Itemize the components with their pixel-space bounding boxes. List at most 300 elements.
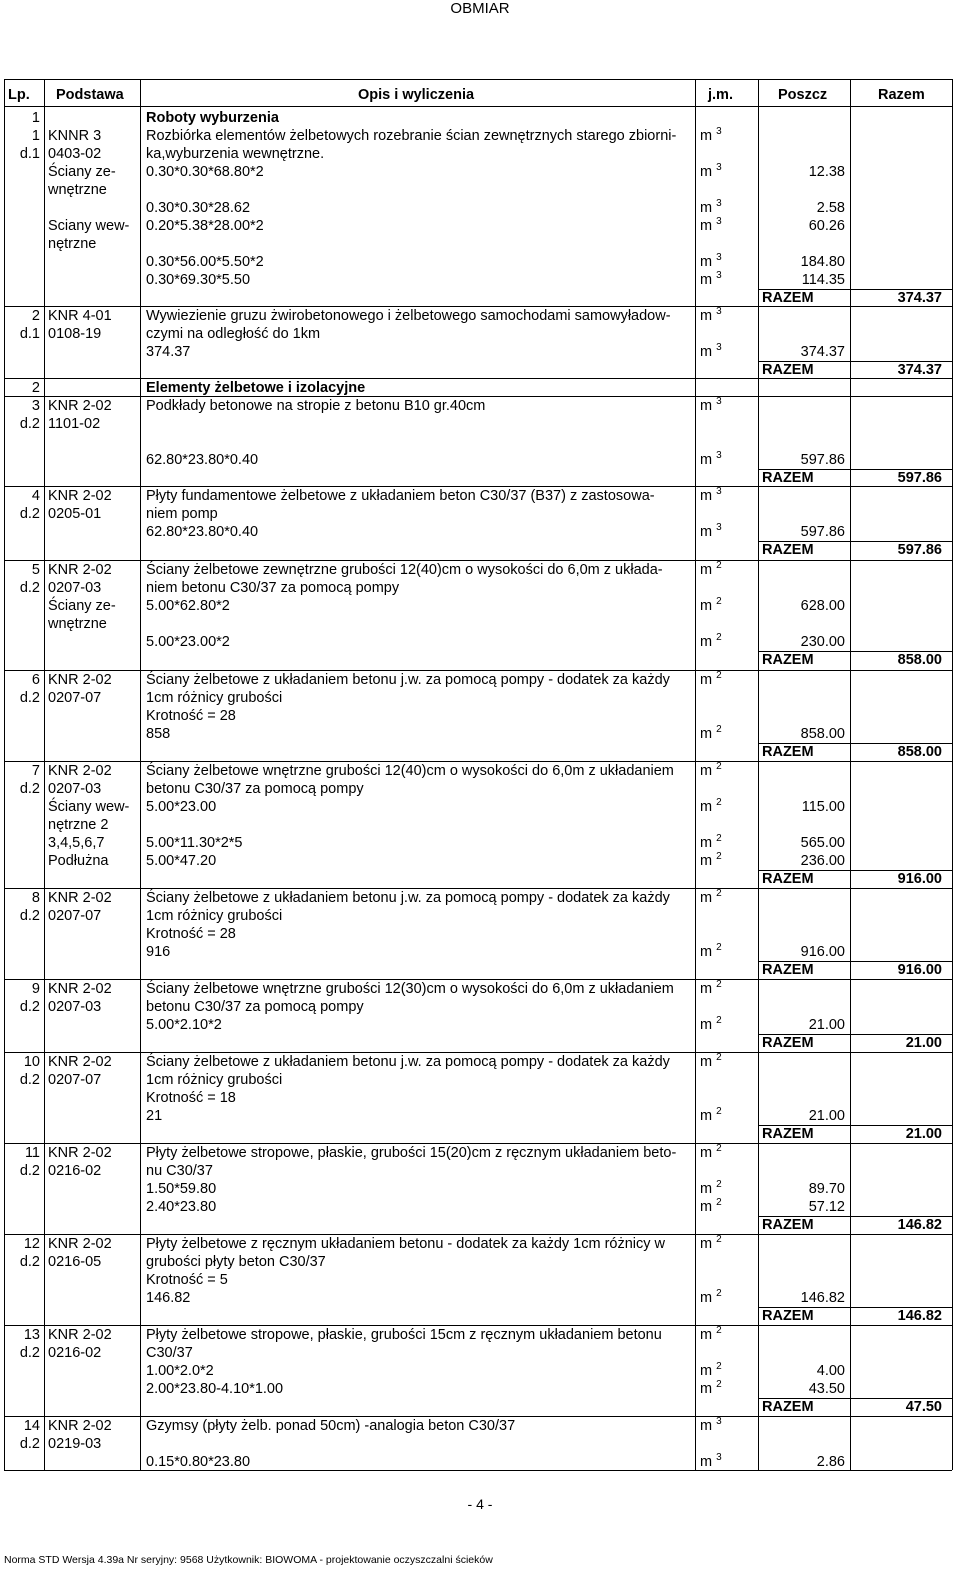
unit-exponent: 2: [716, 979, 722, 990]
unit-exponent: 2: [716, 1143, 722, 1154]
unit: [700, 763, 722, 780]
row-basis: 0207-03: [48, 580, 102, 596]
section-heading: Elementy żelbetowe i izolacyjne: [146, 380, 366, 396]
software-footer: Norma STD Wersja 4.39a Nr seryjny: 9568 Użytkownik: BIOWOMA - projektowanie oczyszczalni ścieków: [4, 1554, 493, 1566]
row-description: 1.00*2.0*2: [146, 1363, 214, 1379]
row-lp: 5: [31, 562, 40, 578]
unit: [700, 1017, 722, 1034]
row-description: Ściany żelbetowe z układaniem betonu j.w. za pomocą pompy - dodatek za każdy: [146, 1054, 670, 1070]
razem-value: 597.86: [897, 542, 942, 558]
unit-base: m: [700, 164, 713, 180]
row-basis: KNR 2-02: [48, 398, 112, 414]
column-line-left: [4, 79, 5, 1470]
unit: [700, 164, 722, 181]
row-description: 2.40*23.80: [146, 1199, 217, 1215]
unit-exponent: 2: [716, 1106, 722, 1117]
razem-rule: [758, 870, 952, 871]
row-description: 0.30*69.30*5.50: [146, 272, 251, 288]
row-basis: wnętrzne: [48, 616, 107, 632]
row-poszcz: 60.26: [808, 218, 845, 234]
row-description: Ściany żelbetowe z układaniem betonu j.w. za pomocą pompy - dodatek za każdy: [146, 672, 670, 688]
razem-rule: [758, 469, 952, 470]
row-poszcz: 374.37: [800, 344, 845, 360]
row-description: Krotność = 18: [146, 1090, 236, 1106]
row-description: 5.00*62.80*2: [146, 598, 230, 614]
unit-exponent: 3: [716, 270, 722, 281]
row-lp: d.2: [19, 690, 40, 706]
unit: [700, 524, 722, 541]
unit: [700, 1418, 722, 1435]
row-separator: [4, 378, 952, 379]
row-description: C30/37: [146, 1345, 193, 1361]
row-description: Płyty żelbetowe stropowe, płaskie, grubości 15cm z ręcznym układaniem betonu: [146, 1327, 662, 1343]
row-separator: [4, 761, 952, 762]
unit: [700, 1381, 722, 1398]
row-poszcz: 858.00: [800, 726, 845, 742]
unit: [700, 1454, 722, 1471]
unit-exponent: 3: [716, 396, 722, 407]
row-poszcz: 597.86: [800, 524, 845, 540]
row-lp: 1: [31, 110, 40, 126]
row-basis: 0207-03: [48, 781, 102, 797]
unit-exponent: 2: [716, 761, 722, 772]
unit-exponent: 2: [716, 1288, 722, 1299]
unit-base: m: [700, 981, 713, 997]
row-lp: d.2: [19, 781, 40, 797]
row-basis: KNR 4-01: [48, 308, 112, 324]
row-poszcz: 21.00: [808, 1017, 845, 1033]
unit-exponent: 2: [716, 797, 722, 808]
unit-exponent: 3: [716, 126, 722, 137]
unit: [700, 200, 722, 217]
row-lp: d.1: [19, 146, 40, 162]
header-podstawa: Podstawa: [56, 87, 124, 103]
row-description: 2.00*23.80-4.10*1.00: [146, 1381, 284, 1397]
column-line-podstawa: [140, 79, 141, 1470]
row-lp: 14: [23, 1418, 40, 1434]
unit: [700, 672, 722, 689]
row-basis: 0207-07: [48, 690, 102, 706]
razem-rule: [758, 1307, 952, 1308]
unit-base: m: [700, 1290, 713, 1306]
unit: [700, 890, 722, 907]
row-poszcz: 2.58: [816, 200, 845, 216]
unit: [700, 1181, 722, 1198]
row-poszcz: 628.00: [800, 598, 845, 614]
row-poszcz: 597.86: [800, 452, 845, 468]
unit-exponent: 2: [716, 1234, 722, 1245]
row-description: 5.00*2.10*2: [146, 1017, 222, 1033]
row-description: 5.00*23.00: [146, 799, 217, 815]
row-description: niem pomp: [146, 506, 218, 522]
unit-exponent: 3: [716, 1416, 722, 1427]
page-title: OBMIAR: [450, 0, 510, 17]
razem-value: 21.00: [905, 1126, 942, 1142]
unit: [700, 799, 722, 816]
unit: [700, 218, 722, 235]
unit: [700, 1327, 722, 1344]
row-basis: KNR 2-02: [48, 981, 112, 997]
row-lp: 6: [31, 672, 40, 688]
unit-exponent: 3: [716, 450, 722, 461]
row-poszcz: 236.00: [800, 853, 845, 869]
razem-label: RAZEM: [762, 1399, 814, 1415]
unit-exponent: 3: [716, 342, 722, 353]
unit: [700, 1236, 722, 1253]
razem-rule: [758, 541, 952, 542]
row-lp: d.2: [19, 1163, 40, 1179]
unit-base: m: [700, 1363, 713, 1379]
column-line-lp: [44, 79, 45, 1470]
row-basis: 3,4,5,6,7: [48, 835, 105, 851]
row-basis: 0207-07: [48, 1072, 102, 1088]
unit-base: m: [700, 1017, 713, 1033]
row-basis: 0207-03: [48, 999, 102, 1015]
row-poszcz: 43.50: [808, 1381, 845, 1397]
row-description: 62.80*23.80*0.40: [146, 524, 259, 540]
unit-base: m: [700, 1181, 713, 1197]
column-line-poszcz: [850, 79, 851, 1470]
razem-label: RAZEM: [762, 1308, 814, 1324]
row-poszcz: 114.35: [801, 272, 845, 288]
row-basis: KNR 2-02: [48, 763, 112, 779]
unit: [700, 452, 722, 469]
unit-base: m: [700, 1418, 713, 1434]
section-heading: Roboty wyburzenia: [146, 110, 279, 126]
razem-rule: [758, 1034, 952, 1035]
row-description: 62.80*23.80*0.40: [146, 452, 259, 468]
row-poszcz: 184.80: [800, 254, 845, 270]
row-basis: wnętrzne: [48, 182, 107, 198]
unit-exponent: 3: [716, 306, 722, 317]
row-lp: d.2: [19, 908, 40, 924]
row-separator: [4, 1416, 952, 1417]
row-poszcz: 146.82: [800, 1290, 845, 1306]
unit: [700, 1054, 722, 1071]
row-basis: 0205-01: [48, 506, 102, 522]
unit-base: m: [700, 1327, 713, 1343]
row-poszcz: 89.70: [808, 1181, 845, 1197]
row-poszcz: 21.00: [808, 1108, 845, 1124]
row-poszcz: 916.00: [800, 944, 845, 960]
razem-rule: [758, 961, 952, 962]
unit-base: m: [700, 272, 713, 288]
razem-value: 374.37: [897, 362, 942, 378]
row-lp: d.2: [19, 580, 40, 596]
unit: [700, 344, 722, 361]
row-description: nu C30/37: [146, 1163, 213, 1179]
unit-exponent: 3: [716, 1452, 722, 1463]
unit-base: m: [700, 672, 713, 688]
unit-exponent: 2: [716, 632, 722, 643]
row-poszcz: 2.86: [816, 1454, 845, 1470]
row-basis: 0219-03: [48, 1436, 102, 1452]
row-separator: [4, 979, 952, 980]
unit-base: m: [700, 835, 713, 851]
row-separator: [4, 1325, 952, 1326]
row-separator: [4, 486, 952, 487]
row-basis: KNR 2-02: [48, 672, 112, 688]
header-bottom-border: [4, 106, 952, 107]
unit-base: m: [700, 562, 713, 578]
row-poszcz: 230.00: [800, 634, 845, 650]
razem-label: RAZEM: [762, 542, 814, 558]
row-description: 21: [146, 1108, 163, 1124]
razem-label: RAZEM: [762, 290, 814, 306]
row-separator: [4, 888, 952, 889]
razem-value: 858.00: [897, 744, 942, 760]
unit-base: m: [700, 218, 713, 234]
row-description: 916: [146, 944, 171, 960]
row-description: Krotność = 28: [146, 708, 236, 724]
row-basis: KNR 2-02: [48, 1327, 112, 1343]
row-lp: 10: [23, 1054, 40, 1070]
razem-value: 146.82: [897, 1217, 942, 1233]
table-top-border: [4, 79, 952, 80]
row-separator: [4, 306, 952, 307]
unit-base: m: [700, 1236, 713, 1252]
razem-rule: [758, 1216, 952, 1217]
razem-value: 47.50: [905, 1399, 942, 1415]
header-poszcz: Poszcz: [778, 87, 828, 103]
unit-exponent: 2: [716, 1325, 722, 1336]
row-lp: 2: [31, 380, 40, 396]
unit-exponent: 2: [716, 1015, 722, 1026]
row-description: Krotność = 5: [146, 1272, 228, 1288]
row-description: 0.30*0.30*28.62: [146, 200, 251, 216]
unit-exponent: 3: [716, 522, 722, 533]
unit-base: m: [700, 944, 713, 960]
unit-exponent: 2: [716, 1052, 722, 1063]
razem-label: RAZEM: [762, 871, 814, 887]
row-lp: d.2: [19, 1072, 40, 1088]
page-number: - 4 -: [467, 1496, 493, 1512]
unit-base: m: [700, 799, 713, 815]
row-description: Wywiezienie gruzu żwirobetonowego i żelbetowego samochodami samowyładow-: [146, 308, 671, 324]
razem-label: RAZEM: [762, 744, 814, 760]
row-description: Gzymsy (płyty żelb. ponad 50cm) -analogia beton C30/37: [146, 1418, 516, 1434]
unit-base: m: [700, 763, 713, 779]
unit: [700, 398, 722, 415]
row-description: betonu C30/37 za pomocą pompy: [146, 999, 364, 1015]
row-description: Płyty żelbetowe z ręcznym układaniem betonu - dodatek za każdy 1cm różnicy w: [146, 1236, 666, 1252]
razem-label: RAZEM: [762, 1035, 814, 1051]
row-poszcz: 115.00: [801, 799, 845, 815]
row-description: 0.15*0.80*23.80: [146, 1454, 251, 1470]
row-basis: 0207-07: [48, 908, 102, 924]
row-basis: nętrzne 2: [48, 817, 109, 833]
row-description: czymi na odległość do 1km: [146, 326, 321, 342]
row-description: 858: [146, 726, 171, 742]
row-basis: Podłużna: [48, 853, 109, 869]
row-description: 5.00*47.20: [146, 853, 217, 869]
row-basis: KNR 2-02: [48, 1145, 112, 1161]
unit: [700, 1363, 722, 1380]
unit-exponent: 2: [716, 1179, 722, 1190]
row-basis: 1101-02: [48, 416, 101, 432]
row-poszcz: 565.00: [800, 835, 845, 851]
row-lp: 9: [31, 981, 40, 997]
row-description: grubości płyty beton C30/37: [146, 1254, 326, 1270]
unit-exponent: 2: [716, 560, 722, 571]
razem-label: RAZEM: [762, 652, 814, 668]
unit-base: m: [700, 726, 713, 742]
unit: [700, 308, 722, 325]
row-basis: KNR 2-02: [48, 562, 112, 578]
unit-base: m: [700, 1381, 713, 1397]
row-description: 1cm różnicy grubości: [146, 690, 283, 706]
row-lp: d.2: [19, 1254, 40, 1270]
row-lp: d.1: [19, 326, 40, 342]
razem-rule: [758, 1125, 952, 1126]
unit: [700, 1199, 722, 1216]
unit: [700, 853, 722, 870]
row-lp: d.2: [19, 416, 40, 432]
unit-base: m: [700, 1454, 713, 1470]
razem-rule: [758, 289, 952, 290]
unit-base: m: [700, 398, 713, 414]
unit-base: m: [700, 524, 713, 540]
razem-label: RAZEM: [762, 470, 814, 486]
unit-base: m: [700, 634, 713, 650]
row-lp: 4: [31, 488, 40, 504]
razem-value: 21.00: [905, 1035, 942, 1051]
razem-rule: [758, 651, 952, 652]
unit-base: m: [700, 308, 713, 324]
row-description: Ściany żelbetowe wnętrzne grubości 12(40)cm o wysokości do 6,0m z układaniem: [146, 763, 674, 779]
unit-base: m: [700, 1108, 713, 1124]
row-lp: 2: [31, 308, 40, 324]
unit-base: m: [700, 452, 713, 468]
row-basis: 0216-05: [48, 1254, 102, 1270]
razem-label: RAZEM: [762, 962, 814, 978]
row-poszcz: 4.00: [816, 1363, 845, 1379]
row-description: 5.00*11.30*2*5: [146, 835, 243, 851]
unit: [700, 944, 722, 961]
column-line-jm: [758, 79, 759, 1470]
unit-exponent: 3: [716, 486, 722, 497]
unit: [700, 634, 722, 651]
unit: [700, 1145, 722, 1162]
unit: [700, 1290, 722, 1307]
razem-rule: [758, 1398, 952, 1399]
row-basis: KNR 2-02: [48, 488, 112, 504]
row-lp: d.2: [19, 1436, 40, 1452]
unit: [700, 254, 722, 271]
row-lp: 1: [31, 128, 40, 144]
row-description: Ściany żelbetowe zewnętrzne grubości 12(40)cm o wysokości do 6,0m z układa-: [146, 562, 663, 578]
razem-label: RAZEM: [762, 362, 814, 378]
column-line-right: [952, 79, 953, 1470]
row-basis: KNR 2-02: [48, 890, 112, 906]
row-description: 146.82: [146, 1290, 191, 1306]
row-basis: 0403-02: [48, 146, 102, 162]
unit-base: m: [700, 488, 713, 504]
unit: [700, 128, 722, 145]
razem-value: 374.37: [897, 290, 942, 306]
row-separator: [4, 1052, 952, 1053]
header-opis: Opis i wyliczenia: [358, 87, 475, 103]
unit-base: m: [700, 1145, 713, 1161]
unit-base: m: [700, 200, 713, 216]
unit-exponent: 3: [716, 252, 722, 263]
row-description: Ściany żelbetowe wnętrzne grubości 12(30)cm o wysokości do 6,0m z układaniem: [146, 981, 674, 997]
row-lp: 12: [23, 1236, 40, 1252]
razem-value: 916.00: [897, 871, 942, 887]
row-description: 0.20*5.38*28.00*2: [146, 218, 264, 234]
unit-exponent: 2: [716, 1197, 722, 1208]
unit-base: m: [700, 128, 713, 144]
unit-base: m: [700, 254, 713, 270]
row-separator: [4, 560, 952, 561]
row-lp: 11: [24, 1145, 40, 1161]
row-lp: d.2: [19, 999, 40, 1015]
unit-exponent: 2: [716, 596, 722, 607]
row-lp: 7: [31, 763, 40, 779]
row-basis: KNR 2-02: [48, 1418, 112, 1434]
row-basis: KNNR 3: [48, 128, 102, 144]
row-description: 1cm różnicy grubości: [146, 1072, 283, 1088]
unit-base: m: [700, 1054, 713, 1070]
header-lp: Lp.: [8, 87, 30, 103]
row-description: 1cm różnicy grubości: [146, 908, 283, 924]
unit-exponent: 2: [716, 833, 722, 844]
row-basis: 0216-02: [48, 1163, 102, 1179]
unit-exponent: 3: [716, 162, 722, 173]
row-description: Płyty fundamentowe żelbetowe z układaniem beton C30/37 (B37) z zastosowa-: [146, 488, 655, 504]
unit-exponent: 2: [716, 724, 722, 735]
header-jm: j.m.: [708, 87, 733, 103]
row-basis: Ściany ze-: [48, 164, 116, 180]
row-basis: Ściany ze-: [48, 598, 116, 614]
razem-label: RAZEM: [762, 1217, 814, 1233]
row-description: 374.37: [146, 344, 191, 360]
unit-base: m: [700, 344, 713, 360]
row-basis: nętrzne: [48, 236, 97, 252]
unit-exponent: 2: [716, 1361, 722, 1372]
unit-exponent: 2: [716, 1379, 722, 1390]
unit: [700, 835, 722, 852]
row-description: 1.50*59.80: [146, 1181, 217, 1197]
row-description: Rozbiórka elementów żelbetowych rozebranie ścian zewnętrznych starego zbiorni-: [146, 128, 677, 144]
razem-value: 146.82: [897, 1308, 942, 1324]
unit-base: m: [700, 598, 713, 614]
unit-exponent: 3: [716, 198, 722, 209]
row-separator: [4, 396, 952, 397]
razem-value: 597.86: [897, 470, 942, 486]
row-description: 0.30*56.00*5.50*2: [146, 254, 264, 270]
row-basis: 0108-19: [48, 326, 102, 342]
row-separator: [4, 670, 952, 671]
unit: [700, 272, 722, 289]
unit-exponent: 3: [716, 216, 722, 227]
razem-label: RAZEM: [762, 1126, 814, 1142]
row-separator: [4, 1234, 952, 1235]
row-description: Podkłady betonowe na stropie z betonu B10 gr.40cm: [146, 398, 486, 414]
razem-rule: [758, 743, 952, 744]
unit-base: m: [700, 853, 713, 869]
unit: [700, 1108, 722, 1125]
row-description: niem betonu C30/37 za pomocą pompy: [146, 580, 400, 596]
row-lp: 3: [31, 398, 40, 414]
unit: [700, 562, 722, 579]
row-lp: d.2: [19, 506, 40, 522]
column-line-opis: [695, 79, 696, 1470]
row-description: betonu C30/37 za pomocą pompy: [146, 781, 364, 797]
row-lp: 13: [23, 1327, 40, 1343]
row-poszcz: 57.12: [808, 1199, 845, 1215]
unit-exponent: 2: [716, 670, 722, 681]
